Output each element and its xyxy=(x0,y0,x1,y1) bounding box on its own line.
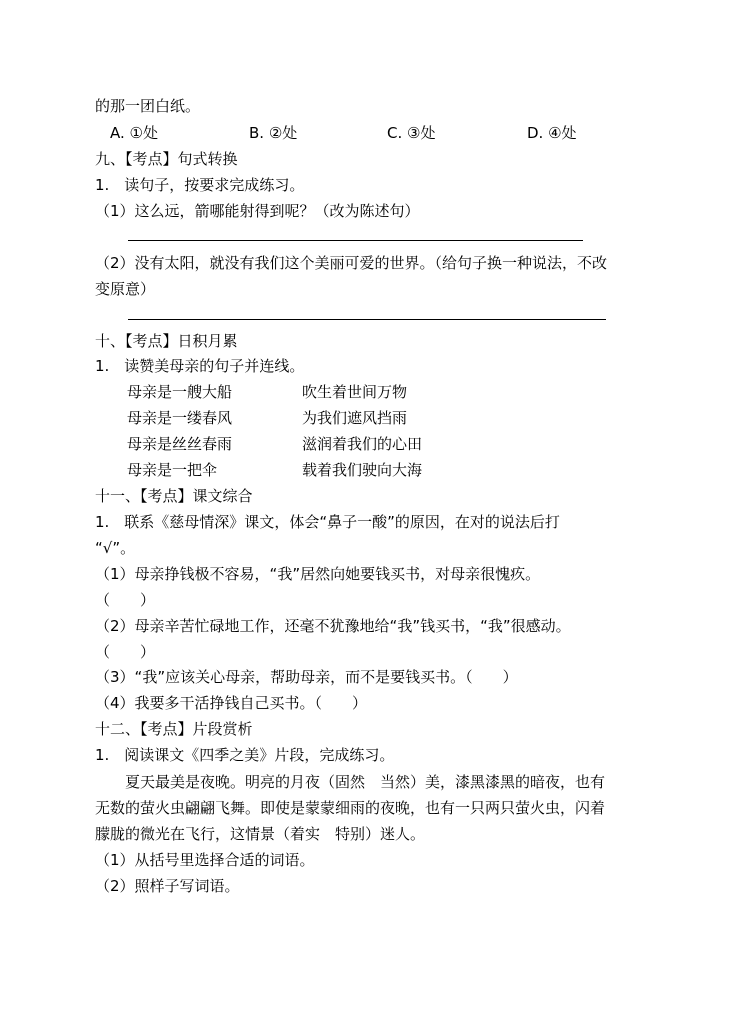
section-11-item-1: （1）母亲挣钱极不容易，“我”居然向她要钱买书，对母亲很愧疚。 xyxy=(95,565,541,583)
section-12-part-2: （2）照样子写词语。 xyxy=(95,877,240,895)
section-12-question-1: 1. 阅读课文《四季之美》片段，完成练习。 xyxy=(95,746,395,764)
option-d: D. ④处 xyxy=(527,124,577,142)
section-9-part-1: （1）这么远，箭哪能射得到呢？（改为陈述句） xyxy=(95,202,420,220)
match-right-item[interactable]: 载着我们驶向大海 xyxy=(302,461,423,479)
continuation-text: 的那一团白纸。 xyxy=(95,97,201,115)
passage-line-3: 朦胧的微光在飞行，这情景（着实 特别）迷人。 xyxy=(95,825,426,843)
section-11-question-1: 1. 联系《慈母情深》课文，体会“鼻子一酸”的原因，在对的说法后打 xyxy=(95,513,560,531)
section-9-question-1: 1. 读句子，按要求完成练习。 xyxy=(95,176,305,194)
option-b: B. ②处 xyxy=(249,124,298,142)
section-12-heading: 十二、【考点】片段赏析 xyxy=(95,720,253,738)
answer-line-1[interactable] xyxy=(128,240,583,241)
section-9-part-2: （2）没有太阳，就没有我们这个美丽可爱的世界。（给句子换一种说法，不改 xyxy=(95,254,608,272)
match-right-item[interactable]: 滋润着我们的心田 xyxy=(302,435,423,453)
section-11-question-1-cont: “√”。 xyxy=(95,539,136,557)
section-10-question-1: 1. 读赞美母亲的句子并连线。 xyxy=(95,357,305,375)
section-11-item-4: （4）我要多干活挣钱自己买书。（ ） xyxy=(95,694,368,712)
answer-line-2[interactable] xyxy=(128,319,606,320)
match-left-item[interactable]: 母亲是丝丝春雨 xyxy=(127,435,233,453)
section-10-heading: 十、【考点】日积月累 xyxy=(95,332,238,350)
option-a: A. ①处 xyxy=(110,124,158,142)
match-right-item[interactable]: 为我们遮风挡雨 xyxy=(302,409,408,427)
section-9-heading: 九、【考点】句式转换 xyxy=(95,150,238,168)
section-11-item-2: （2）母亲辛苦忙碌地工作，还毫不犹豫地给“我”钱买书，“我”很感动。 xyxy=(95,617,571,635)
section-11-item-3: （3）“我”应该关心母亲，帮助母亲，而不是要钱买书。（ ） xyxy=(95,668,518,686)
match-left-item[interactable]: 母亲是一艘大船 xyxy=(127,383,233,401)
option-c: C. ③处 xyxy=(387,124,436,142)
passage-line-2: 无数的萤火虫翩翩飞舞。即使是蒙蒙细雨的夜晚，也有一只两只萤火虫，闪着 xyxy=(95,799,606,817)
match-left-item[interactable]: 母亲是一把伞 xyxy=(127,461,218,479)
section-9-part-2-cont: 变原意） xyxy=(95,280,156,298)
match-left-item[interactable]: 母亲是一缕春风 xyxy=(127,409,233,427)
match-right-item[interactable]: 吹生着世间万物 xyxy=(302,383,408,401)
answer-bracket-2[interactable]: （ ） xyxy=(95,643,156,661)
section-12-part-1: （1）从括号里选择合适的词语。 xyxy=(95,851,315,869)
passage-line-1: 夏天最美是夜晚。明亮的月夜（固然 当然）美，漆黑漆黑的暗夜，也有 xyxy=(95,773,606,791)
section-11-heading: 十一、【考点】课文综合 xyxy=(95,487,253,505)
answer-bracket-1[interactable]: （ ） xyxy=(95,591,156,609)
